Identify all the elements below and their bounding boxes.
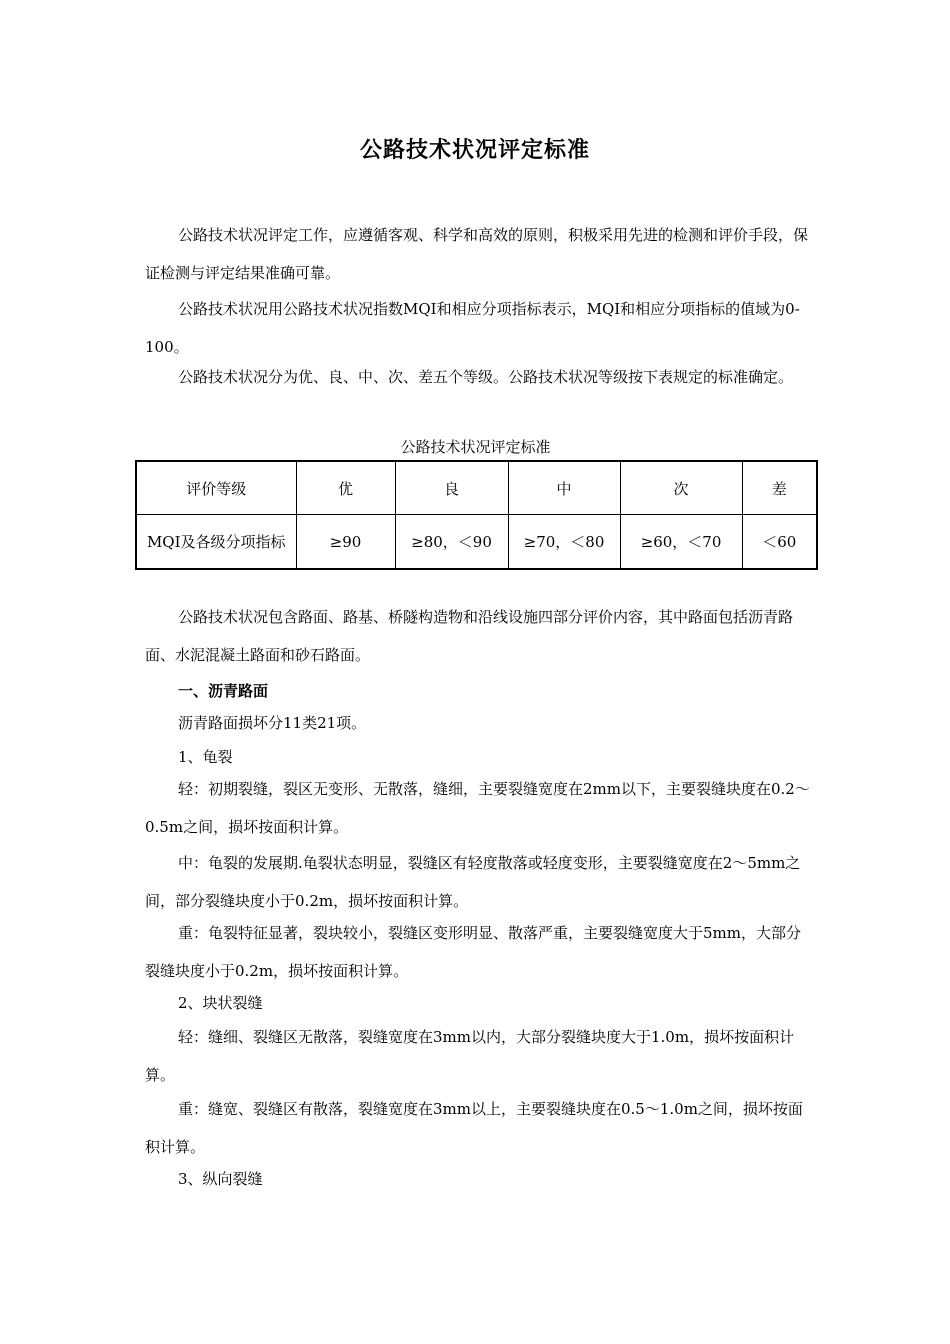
table-row (136, 515, 817, 570)
section-heading: 一、沥青路面 (178, 682, 269, 700)
grade-table (135, 460, 818, 570)
header-cell: 优 (296, 461, 395, 515)
table-cell: ≥60，＜70 (620, 515, 742, 570)
table-caption: 公路技术状况评定标准 (400, 438, 551, 456)
header-cell: 良 (395, 461, 508, 515)
table-cell: ≥80，＜90 (395, 515, 508, 570)
header-cell: 中 (508, 461, 620, 515)
page-title: 公路技术状况评定标准 (359, 138, 590, 163)
item2-heavy: 重：缝宽、裂缝区有散落，裂缝宽度在3mm以上，主要裂缝块度在0.5～1.0m之间，损坏按面积计算。 (145, 1100, 803, 1156)
header-cell: 评价等级 (136, 461, 296, 515)
intro-paragraph-2: 公路技术状况用公路技术状况指数MQI和相应分项指标表示，MQI和相应分项指标的值域为0-100。 (145, 300, 800, 356)
table-cell: ≥70，＜80 (508, 515, 620, 570)
intro-paragraph-1: 公路技术状况评定工作，应遵循客观、科学和高效的原则，积极采用先进的检测和评价手段，保证检测与评定结果准确可靠。 (145, 226, 809, 282)
table-cell: ≥90 (296, 515, 395, 570)
table-cell: ＜60 (742, 515, 817, 570)
header-cell: 次 (620, 461, 742, 515)
intro-paragraph-3: 公路技术状况分为优、良、中、次、差五个等级。公路技术状况等级按下表规定的标准确定。 (178, 368, 794, 386)
header-cell: 差 (742, 461, 817, 515)
item-heading: 1、龟裂 (178, 748, 233, 766)
item1-heavy: 重：龟裂特征显著，裂块较小，裂缝区变形明显、散落严重，主要裂缝宽度大于5mm，大部分裂缝块度小于0.2m，损坏按面积计算。 (145, 924, 801, 980)
item1-light: 轻：初期裂缝，裂区无变形、无散落，缝细，主要裂缝宽度在2mm以下，主要裂缝块度在0.2～0.5m之间，损坏按面积计算。 (145, 780, 810, 836)
item1-medium: 中：龟裂的发展期.龟裂状态明显，裂缝区有轻度散落或轻度变形，主要裂缝宽度在2～5mm之间，部分裂缝块度小于0.2m，损坏按面积计算。 (145, 854, 801, 910)
item-heading: 2、块状裂缝 (178, 994, 263, 1012)
item2-light: 轻：缝细、裂缝区无散落，裂缝宽度在3mm以内，大部分裂缝块度大于1.0m，损坏按面积计算。 (145, 1028, 795, 1084)
table-header-row (136, 461, 817, 515)
section-intro: 沥青路面损坏分11类21项。 (178, 714, 367, 732)
table-cell: MQI及各级分项指标 (136, 515, 296, 570)
item-heading: 3、纵向裂缝 (178, 1170, 263, 1188)
content-paragraph-4: 公路技术状况包含路面、路基、桥隧构造物和沿线设施四部分评价内容，其中路面包括沥青路面、水泥混凝土路面和砂石路面。 (145, 608, 794, 664)
